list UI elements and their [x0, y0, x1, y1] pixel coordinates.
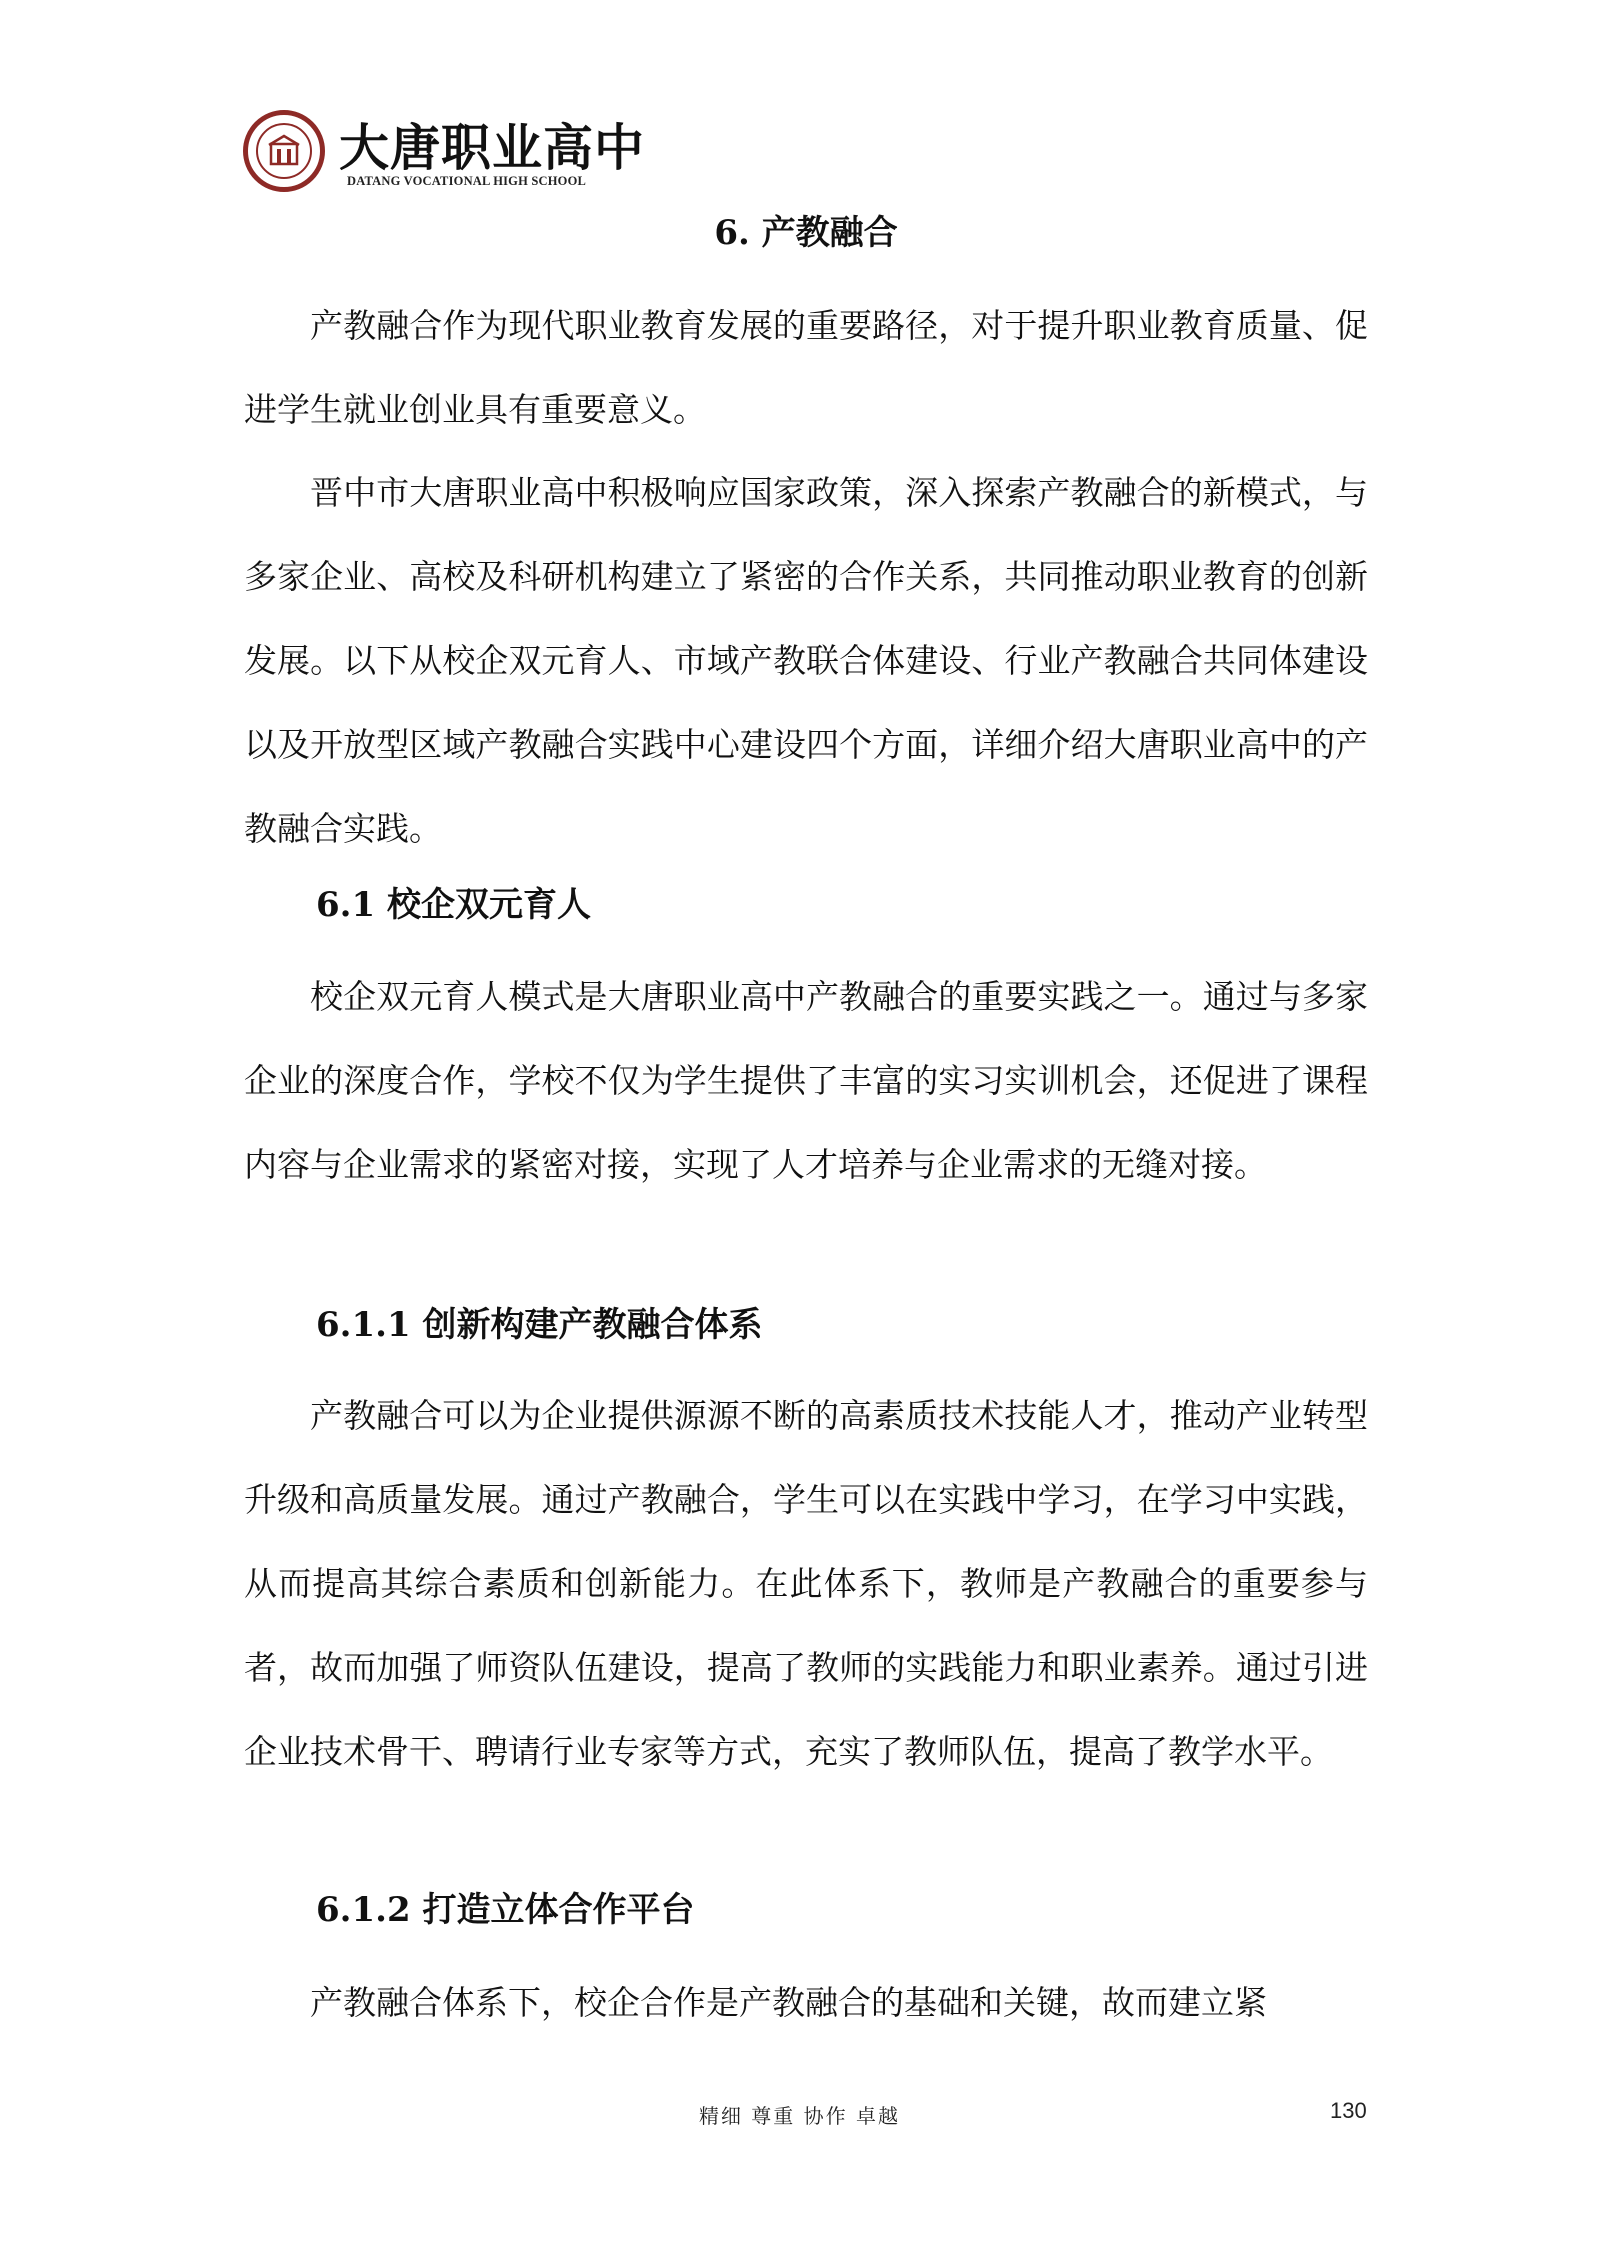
intro-paragraph-2: 晋中市大唐职业高中积极响应国家政策，深入探索产教融合的新模式，与多家企业、高校及科研机构建立了紧密的合作关系，共同推动职业教育的创新发展。以下从校企双元育人、市域产教联合体建设、行业产教融合共同体建设以及开放型区域产教融合实践中心建设四个方面，详细介绍大唐职业高中的产教融合实践。 — [244, 473, 1368, 848]
intro-paragraph-1: 产教融合作为现代职业教育发展的重要路径，对于提升职业教育质量、促进学生就业创业具有重要意义。 — [244, 306, 1368, 429]
school-name-cn: 大唐职业高中 — [339, 118, 645, 177]
subsection-heading-6-1-1: 6.1.1 创新构建产教融合体系 — [316, 1305, 763, 1345]
building-icon — [267, 134, 301, 168]
subsection-heading-6-1-2: 6.1.2 打造立体合作平台 — [316, 1890, 695, 1930]
school-seal-icon — [243, 110, 325, 192]
page-number: 130 — [1330, 2098, 1367, 2123]
subsection-heading-6-1: 6.1 校企双元育人 — [316, 885, 591, 925]
footer-motto: 精细 尊重 协作 卓越 — [698, 2104, 901, 2128]
section-title: 6. 产教融合 — [714, 213, 898, 253]
subsection-body-6-1-2: 产教融合体系下，校企合作是产教融合的基础和关键，故而建立紧 — [310, 1983, 1267, 2022]
subsection-body-6-1-1: 产教融合可以为企业提供源源不断的高素质技术技能人才，推动产业转型升级和高质量发展。通过产教融合，学生可以在实践中学习，在学习中实践，从而提高其综合素质和创新能力。在此体系下，教师是产教融合的重要参与者，故而加强了师资队伍建设，提高了教师的实践能力和职业素养。通过引进企业技术骨干、聘请行业专家等方式，充实了教师队伍，提高了教学水平。 — [244, 1396, 1368, 1771]
school-header — [243, 104, 645, 196]
subsection-body-6-1: 校企双元育人模式是大唐职业高中产教融合的重要实践之一。通过与多家企业的深度合作，学校不仅为学生提供了丰富的实习实训机会，还促进了课程内容与企业需求的紧密对接，实现了人才培养与企业需求的无缝对接。 — [244, 977, 1368, 1184]
school-name-en: DATANG VOCATIONAL HIGH SCHOOL — [347, 174, 587, 188]
